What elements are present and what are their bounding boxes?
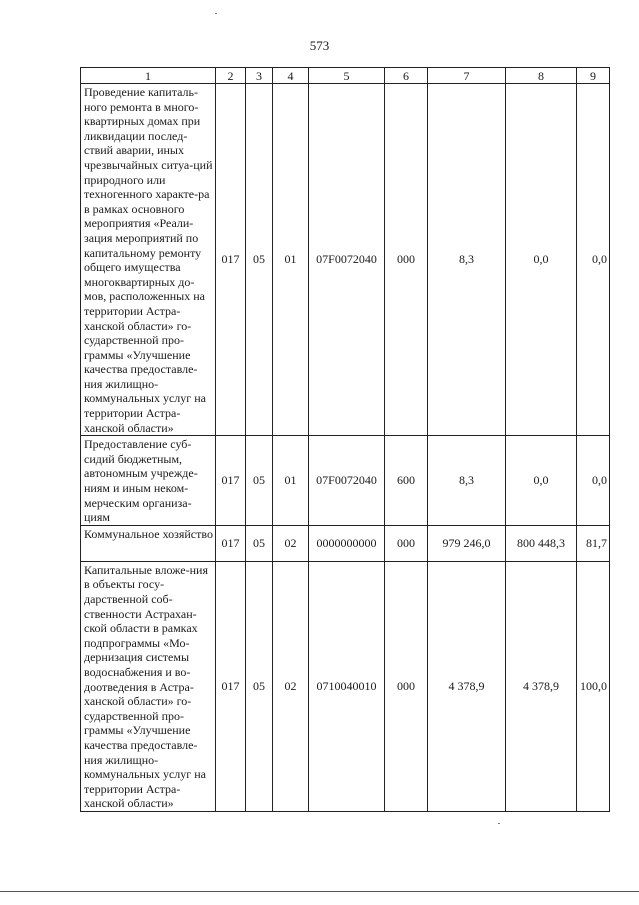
column-number: 3	[246, 68, 273, 84]
page-bottom-rule	[0, 891, 639, 892]
column-number: 9	[577, 68, 610, 84]
row-description: Предоставление суб-сидий бюджетным, автономным учрежде-ниям и иным неком-мерческим организа-циям	[81, 436, 216, 526]
section-code: 05	[246, 436, 273, 526]
page-number: 573	[309, 38, 330, 53]
ministry-code: 017	[216, 84, 246, 436]
plan-value: 979 246,0	[428, 525, 506, 561]
column-number: 6	[385, 68, 428, 84]
executed-value: 0,0	[506, 84, 577, 436]
subsection-code: 02	[273, 561, 309, 811]
section-code: 05	[246, 84, 273, 436]
column-number: 8	[506, 68, 577, 84]
plan-value: 4 378,9	[428, 561, 506, 811]
table-header-row	[81, 68, 610, 84]
row-description: Капитальные вложе-ния в объекты госу-дарственной соб-ственности Астрахан-ской области в рамках подпрограммы «Мо-дернизация системы водоснабжения и во-доотведения в Астра-ханской области» го-сударственной про-граммы «Улучшение качества предоставле-ния жилищно-коммунальных услуг на территории Астра-ханской области»	[81, 561, 216, 811]
percent-value: 81,7	[577, 525, 610, 561]
table-row	[81, 84, 610, 436]
subsection-code: 01	[273, 84, 309, 436]
target-article-code: 0000000000	[309, 525, 385, 561]
table-row	[81, 525, 610, 561]
section-code: 05	[246, 525, 273, 561]
executed-value: 4 378,9	[506, 561, 577, 811]
expense-type-code: 600	[385, 436, 428, 526]
percent-value: 0,0	[577, 84, 610, 436]
plan-value: 8,3	[428, 84, 506, 436]
target-article-code: 07F0072040	[309, 84, 385, 436]
table-row	[81, 436, 610, 526]
column-number: 4	[273, 68, 309, 84]
percent-value: 0,0	[577, 436, 610, 526]
column-number: 1	[81, 68, 216, 84]
executed-value: 0,0	[506, 436, 577, 526]
column-number: 2	[216, 68, 246, 84]
expense-type-code: 000	[385, 84, 428, 436]
expense-type-code: 000	[385, 561, 428, 811]
ministry-code: 017	[216, 561, 246, 811]
expense-type-code: 000	[385, 525, 428, 561]
plan-value: 8,3	[428, 436, 506, 526]
scan-speck	[215, 13, 217, 14]
percent-value: 100,0	[577, 561, 610, 811]
ministry-code: 017	[216, 525, 246, 561]
subsection-code: 02	[273, 525, 309, 561]
target-article-code: 0710040010	[309, 561, 385, 811]
scan-speck	[498, 823, 500, 824]
target-article-code: 07F0072040	[309, 436, 385, 526]
row-description: Коммунальное хозяйство	[81, 525, 216, 561]
executed-value: 800 448,3	[506, 525, 577, 561]
section-code: 05	[246, 561, 273, 811]
budget-table	[80, 67, 610, 812]
row-description: Проведение капиталь-ного ремонта в много-квартирных домах при ликвидации послед-ствий аварии, иных чрезвычайных ситуа-ций природного или техногенного характе-ра в рамках основного мероприятия «Реали-зация мероприятий по капитальному ремонту общего имущества многоквартирных до-мов, расположенных на территории Астра-ханской области» го-сударственной про-граммы «Улучшение качества предоставле-ния жилищно-коммунальных услуг на территории Астра-ханской области»	[81, 84, 216, 436]
subsection-code: 01	[273, 436, 309, 526]
column-number: 7	[428, 68, 506, 84]
column-number: 5	[309, 68, 385, 84]
table-row	[81, 561, 610, 811]
ministry-code: 017	[216, 436, 246, 526]
